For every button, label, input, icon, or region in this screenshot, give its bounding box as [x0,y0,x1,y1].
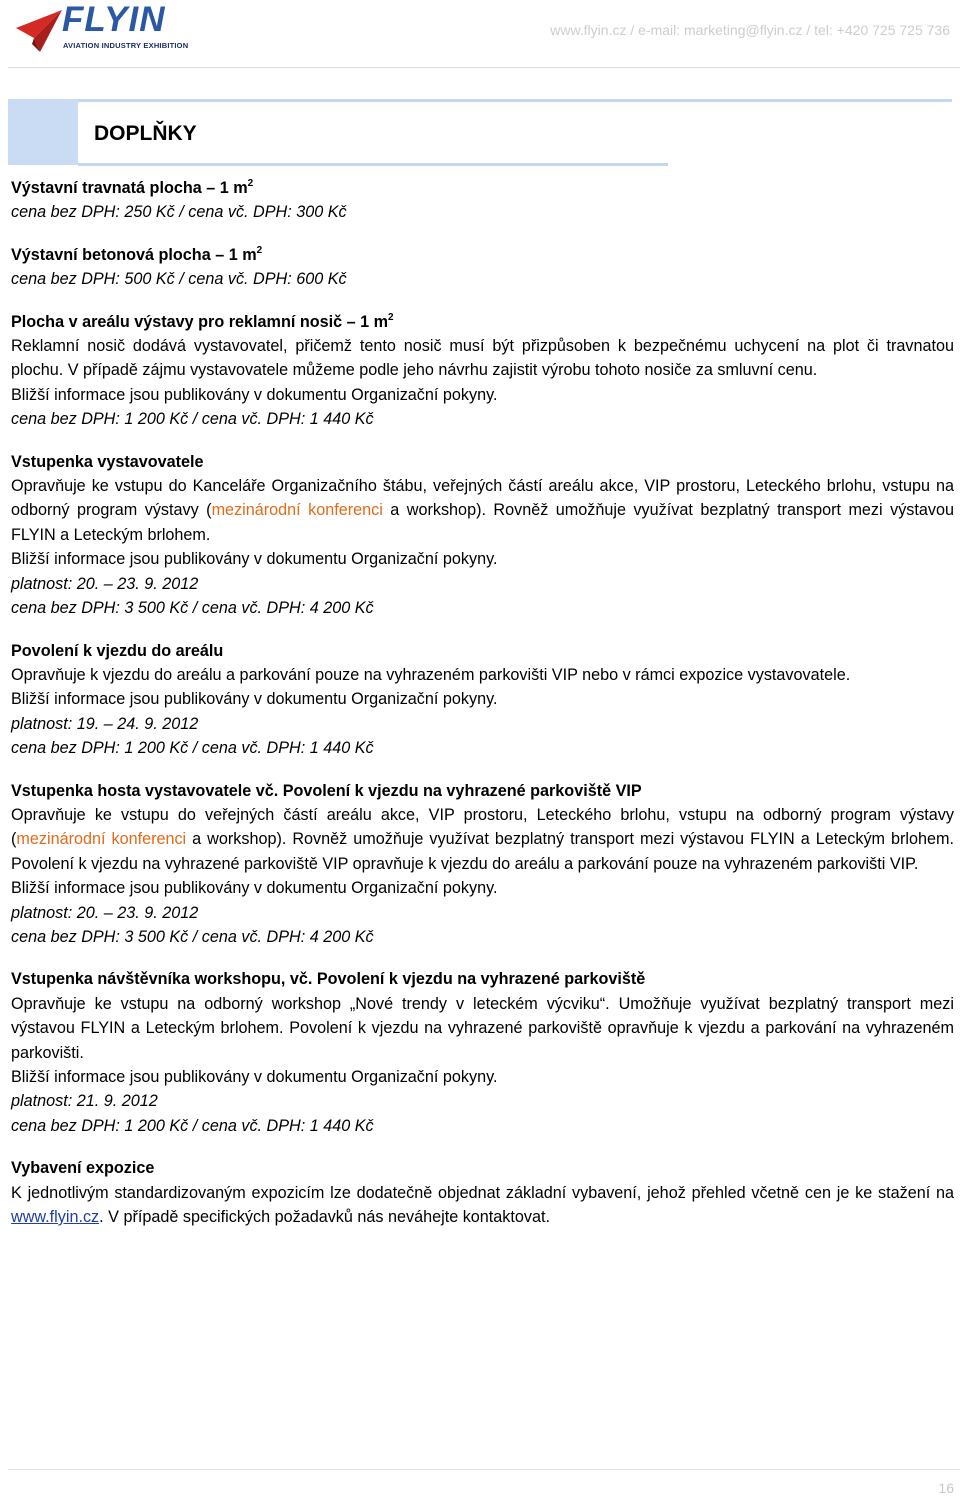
section-guest-ticket [11,779,954,950]
section-body: K jednotlivým standardizovaným expozicím lze dodatečně objednat základní vybavení, jehož přehled včetně cen je ke stažení na www.flyin.cz. V případě specifických požadavků nás neváhejte kontaktovat. [11,1183,954,1227]
section-heading: Vstupenka vystavovatele [11,452,204,471]
info-note: Bližší informace jsou publikovány v dokumentu Organizační pokyny. [11,385,498,404]
page-title: DOPLŇKY [94,122,197,145]
section-exhibit-equipment [11,1156,954,1229]
conference-link[interactable]: mezinárodní konferenci [16,830,187,849]
price-line: cena bez DPH: 500 Kč / cena vč. DPH: 600 Kč [11,270,347,289]
info-note: Bližší informace jsou publikovány v dokumentu Organizační pokyny. [11,1068,498,1086]
validity-line: platnost: 20. – 23. 9. 2012 [11,903,199,922]
page-number: 16 [938,1480,954,1496]
validity-line: platnost: 21. 9. 2012 [11,1092,158,1111]
section-body: Reklamní nosič dodává vystavovatel, přičemž tento nosič musí být přizpůsoben k bezpečnému uchycení na plot či travnatou plochu. V případě zájmu vystavovatele můžeme podle jeho návrhu zajistit výrobu tohoto nosiče za smluvní cenu. [11,337,954,380]
banner-bottom-line [78,163,668,166]
logo-wordmark: FLYIN [62,0,166,39]
section-heading: Povolení k vjezdu do areálu [11,641,224,660]
section-heading: Vstupenka návštěvníka workshopu, vč. Povolení k vjezdu na vyhrazené parkoviště [11,970,646,989]
section-body: Opravňuje ke vstupu do veřejných částí areálu akce, VIP prostoru, Leteckého brlohu, vstupu na odborný program výstavy (mezinárodní konferenci a workshop). Rovněž umožňuje využívat bezplatný transport mezi výstavou FLYIN a Leteckým brlohem. Povolení k vjezdu na vyhrazené parkoviště VIP opravňuje k vjezdu do areálu a parkování pouze na vyhrazeném parkovišti VIP. [11,805,955,873]
document-body [11,176,954,1229]
price-line: cena bez DPH: 3 500 Kč / cena vč. DPH: 4 200 Kč [11,599,374,618]
section-heading: Výstavní betonová plocha – 1 $m^2$ [11,244,263,264]
validity-line: platnost: 20. – 23. 9. 2012 [11,574,199,593]
title-banner [8,99,952,167]
info-note: Bližší informace jsou publikovány v dokumentu Organizační pokyny. [11,550,498,569]
logo-subtitle: AVIATION INDUSTRY EXHIBITION [63,41,189,50]
section-workshop-ticket [11,967,954,1138]
conference-link[interactable]: mezinárodní konferenci [211,501,383,520]
price-line: cena bez DPH: 3 500 Kč / cena vč. DPH: 4 200 Kč [11,927,374,946]
section-heading: Vybavení expozice [11,1159,155,1178]
section-body: Opravňuje ke vstupu na odborný workshop „Nové trendy v leteckém výcviku“. Umožňuje využívat bezplatný transport mezi výstavou FLYIN a Leteckým brlohem. Povolení k vjezdu na vyhrazené parkoviště opravňuje k vjezdu a parkování na vyhrazeném parkovišti. [11,994,954,1062]
section-heading: Plocha v areálu výstavy pro reklamní nosič – 1 $m^2$ [11,311,394,331]
section-entry-permit [11,639,954,761]
section-body: Opravňuje ke vstupu do Kanceláře Organizačního štábu, veřejných částí areálu akce, VIP prostoru, Leteckého brlohu, vstupu na odborný program výstavy (mezinárodní konferenci a workshop). Rovněž umožňuje využívat bezplatný transport mezi výstavou FLYIN a Leteckým brlohem. [11,477,954,544]
price-line: cena bez DPH: 250 Kč / cena vč. DPH: 300 Kč [11,203,347,222]
flyin-logo [14,0,189,54]
website-link[interactable]: www.flyin.cz [11,1208,100,1227]
section-heading: Výstavní travnatá plocha – 1 $m^2$ [11,178,254,197]
info-note: Bližší informace jsou publikovány v dokumentu Organizační pokyny. [11,690,498,709]
price-line: cena bez DPH: 1 200 Kč / cena vč. DPH: 1 440 Kč [11,410,374,429]
footer-divider [8,1469,960,1470]
price-line: cena bez DPH: 1 200 Kč / cena vč. DPH: 1 440 Kč [11,1116,374,1135]
paper-plane-icon [14,8,64,54]
section-concrete-area [11,243,954,292]
price-line: cena bez DPH: 1 200 Kč / cena vč. DPH: 1 440 Kč [11,739,374,758]
info-note: Bližší informace jsou publikovány v dokumentu Organizační pokyny. [11,879,498,898]
banner-accent-block [8,99,78,165]
contact-line: www.flyin.cz / e-mail: marketing@flyin.cz / tel: +420 725 725 736 [550,22,950,38]
header-divider [8,67,960,68]
section-grass-area [11,176,954,225]
page-header [0,0,960,68]
validity-line: platnost: 19. – 24. 9. 2012 [11,714,199,733]
banner-top-line [78,99,952,102]
section-ad-carrier-area [11,310,954,432]
section-heading: Vstupenka hosta vystavovatele vč. Povolení k vjezdu na vyhrazené parkoviště VIP [11,781,642,800]
section-exhibitor-ticket [11,450,954,621]
section-body: Opravňuje k vjezdu do areálu a parkování pouze na vyhrazeném parkovišti VIP nebo v rámci expozice vystavovatele. [11,665,851,684]
